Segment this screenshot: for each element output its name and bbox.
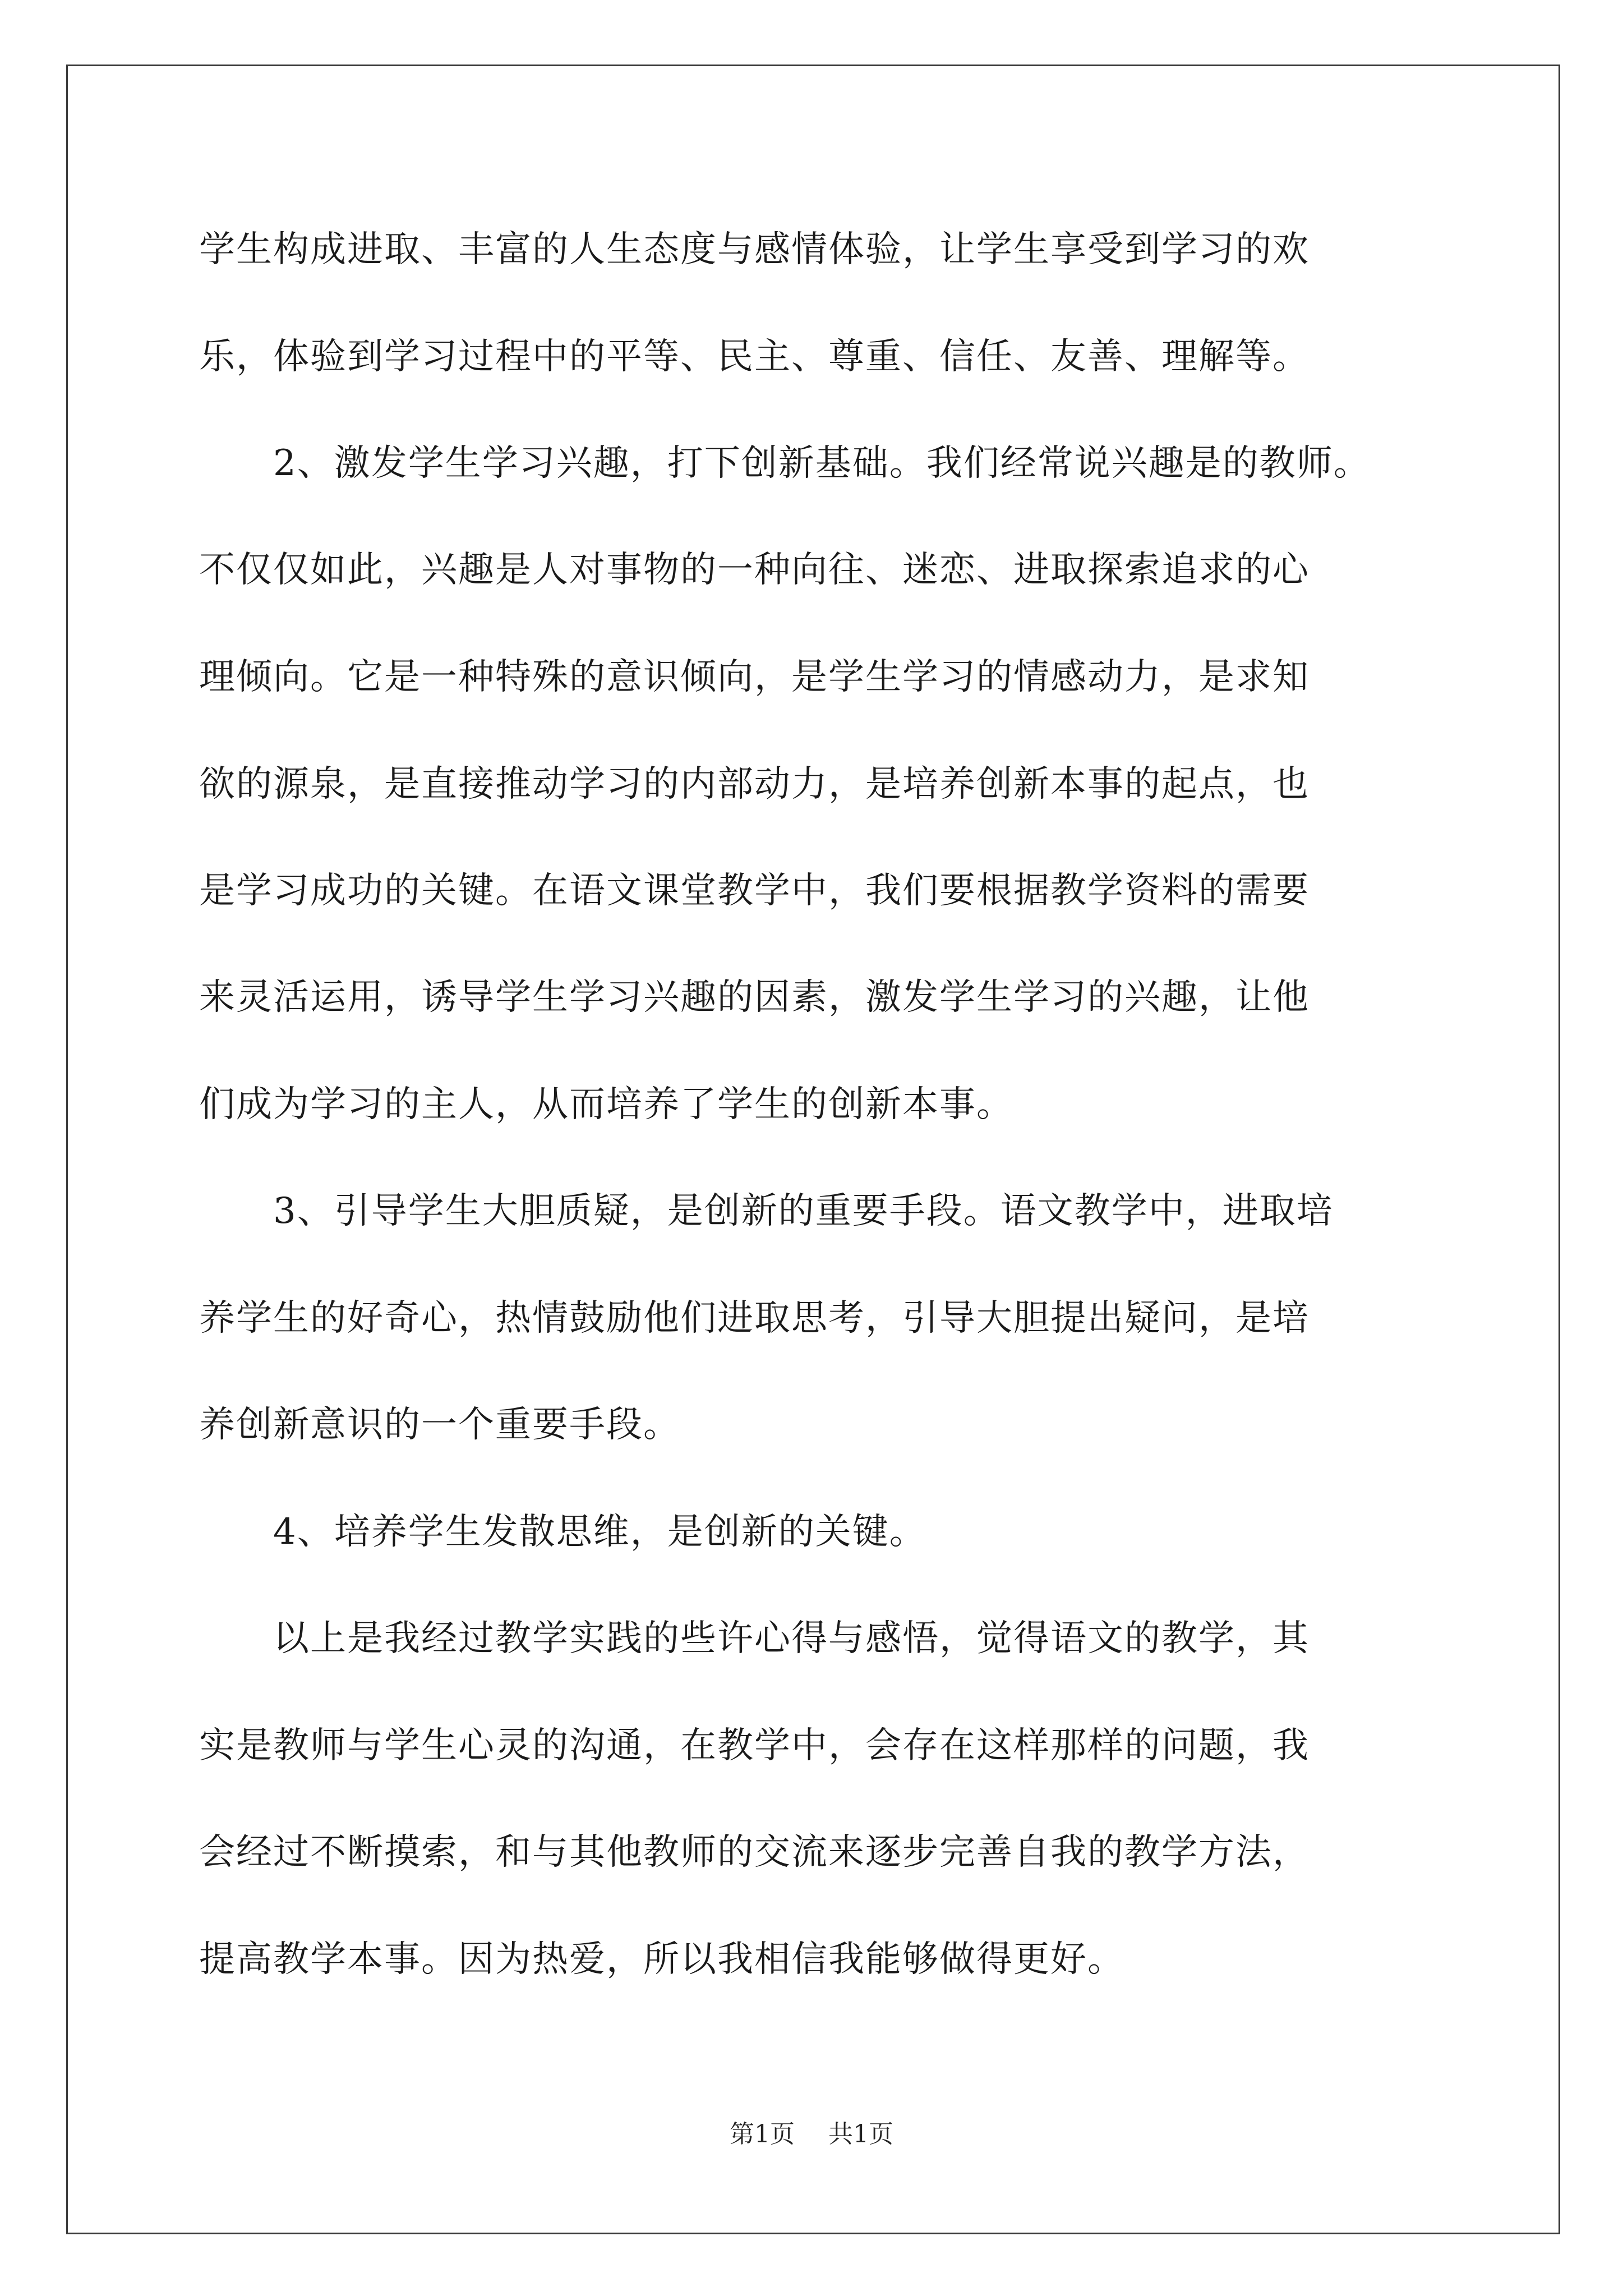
page-border [66,65,1560,2234]
text-line: 乐，体验到学习过程中的平等、民主、尊重、信任、友善、理解等。 [199,336,1310,378]
text-line: 养创新意识的一个重要手段。 [199,1404,680,1446]
text-line: 不仅仅如此，兴趣是人对事物的一种向往、迷恋、进取探索追求的心 [199,549,1310,591]
text-line: 学生构成进取、丰富的人生态度与感情体验，让学生享受到学习的欢 [199,229,1310,270]
page-footer [0,2118,1623,2151]
text-line: 3、引导学生大胆质疑，是创新的重要手段。语文教学中，进取培 [199,1190,1334,1232]
text-line: 们成为学习的主人，从而培养了学生的创新本事。 [199,1084,1013,1125]
text-line: 理倾向。它是一种特殊的意识倾向，是学生学习的情感动力，是求知 [199,656,1310,698]
text-line: 养学生的好奇心，热情鼓励他们进取思考，引导大胆提出疑问，是培 [199,1297,1310,1339]
text-line: 4、培养学生发散思维，是创新的关键。 [199,1511,926,1553]
text-line: 会经过不断摸索，和与其他教师的交流来逐步完善自我的教学方法， [199,1832,1310,1873]
text-line: 是学习成功的关键。在语文课堂教学中，我们要根据教学资料的需要 [199,870,1310,912]
text-line: 来灵活运用，诱导学生学习兴趣的因素，激发学生学习的兴趣，让他 [199,977,1310,1018]
page-number-current: 第1页 [730,2120,795,2148]
text-line: 2、激发学生学习兴趣，打下创新基础。我们经常说兴趣是的教师。 [199,443,1371,484]
page-number-total: 共1页 [828,2120,893,2148]
text-line: 实是教师与学生心灵的沟通，在教学中，会存在这样那样的问题，我 [199,1725,1310,1766]
text-line: 欲的源泉，是直接推动学习的内部动力，是培养创新本事的起点，也 [199,763,1310,805]
text-line: 以上是我经过教学实践的些许心得与感悟，觉得语文的教学，其 [199,1618,1310,1659]
text-line: 提高教学本事。因为热爱，所以我相信我能够做得更好。 [199,1939,1124,1980]
